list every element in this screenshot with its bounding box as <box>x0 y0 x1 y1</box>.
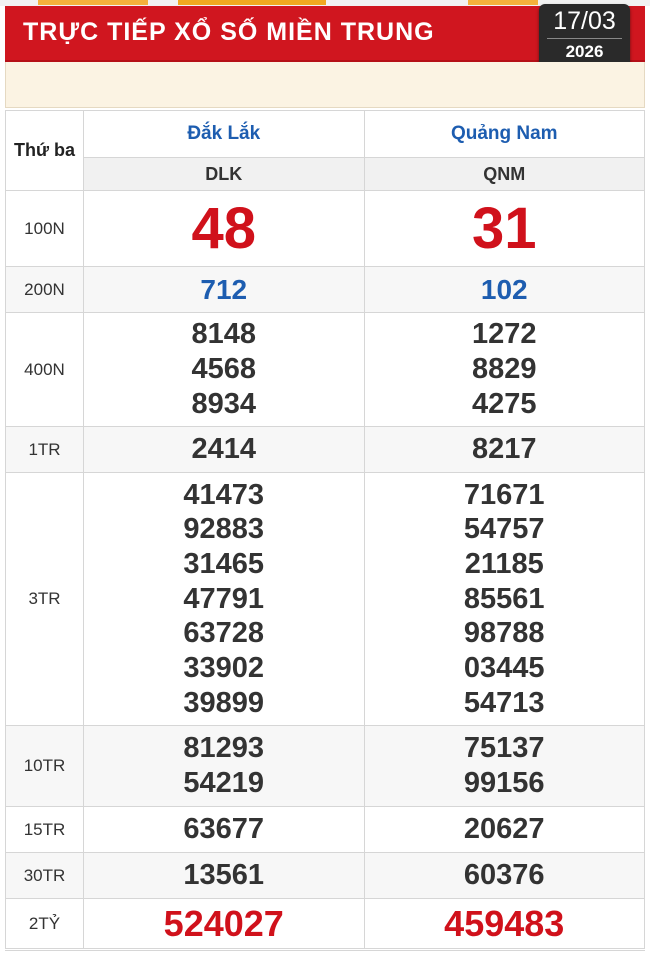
winning-number: 99156 <box>463 767 545 799</box>
winning-number: 31465 <box>183 547 265 580</box>
winning-number: 459483 <box>444 902 565 944</box>
prize-label: 30TR <box>6 853 84 899</box>
prize-row <box>6 807 645 853</box>
winning-number: 8829 <box>471 353 537 386</box>
winning-number: 13561 <box>183 859 265 892</box>
prize-label: 200N <box>6 267 84 313</box>
winning-number: 4568 <box>191 353 256 386</box>
winning-number: 47791 <box>183 582 265 615</box>
prize-cell-province-1 <box>84 267 365 313</box>
prize-cell-province-1 <box>84 853 365 899</box>
province-code-1: DLK <box>84 158 365 191</box>
winning-number: 8148 <box>191 318 256 351</box>
date-day-month: 17/03 <box>553 7 616 35</box>
winning-number: 54219 <box>183 767 265 799</box>
prize-rows <box>6 191 645 949</box>
winning-number: 54713 <box>463 686 545 719</box>
prize-cell-province-2 <box>364 473 645 726</box>
prize-cell-province-2 <box>364 899 645 949</box>
winning-number: 75137 <box>463 732 545 765</box>
prize-label: 15TR <box>6 807 84 853</box>
winning-number: 92883 <box>183 513 265 546</box>
winning-number: 03445 <box>463 652 545 685</box>
prize-cell-province-2 <box>364 267 645 313</box>
prize-cell-province-2 <box>364 191 645 267</box>
winning-number: 31 <box>471 195 537 261</box>
prize-row <box>6 313 645 427</box>
winning-number: 712 <box>200 273 248 305</box>
prize-label: 3TR <box>6 473 84 726</box>
province-name-2[interactable]: Quảng Nam <box>364 111 645 158</box>
prize-cell-province-1 <box>84 899 365 949</box>
winning-number: 60376 <box>463 859 545 892</box>
winning-number: 81293 <box>183 732 265 765</box>
winning-number: 20627 <box>463 813 545 846</box>
day-of-week: Thứ ba <box>6 111 84 191</box>
winning-number: 63728 <box>183 617 265 650</box>
prize-cell-province-2 <box>364 853 645 899</box>
header-title: TRỰC TIẾP XỔ SỐ MIỀN TRUNG <box>23 18 435 46</box>
prize-row <box>6 726 645 807</box>
winning-number: 98788 <box>463 617 545 650</box>
prize-row <box>6 427 645 473</box>
prize-label: 1TR <box>6 427 84 473</box>
winning-number: 2414 <box>191 433 256 466</box>
province-code-2: QNM <box>364 158 645 191</box>
prize-row <box>6 853 645 899</box>
winning-number: 524027 <box>163 902 284 944</box>
prize-label: 400N <box>6 313 84 427</box>
winning-number: 8934 <box>191 387 256 420</box>
winning-number: 21185 <box>464 547 544 580</box>
winning-number: 54757 <box>463 513 545 546</box>
prize-cell-province-1 <box>84 191 365 267</box>
prize-label: 10TR <box>6 726 84 807</box>
prize-cell-province-2 <box>364 427 645 473</box>
prize-label: 2TỶ <box>6 899 84 949</box>
date-divider <box>547 38 622 39</box>
results-table <box>5 110 645 949</box>
prize-cell-province-1 <box>84 473 365 726</box>
date-badge <box>539 4 630 68</box>
prize-label: 100N <box>6 191 84 267</box>
prize-cell-province-2 <box>364 807 645 853</box>
prize-row <box>6 191 645 267</box>
winning-number: 71671 <box>463 478 545 511</box>
prize-row <box>6 267 645 313</box>
winning-number: 4275 <box>471 387 537 420</box>
prize-cell-province-1 <box>84 807 365 853</box>
winning-number: 8217 <box>471 433 537 466</box>
province-name-1[interactable]: Đắk Lắk <box>84 111 365 158</box>
winning-number: 48 <box>191 195 256 261</box>
prize-row <box>6 473 645 726</box>
date-year: 2026 <box>565 42 604 61</box>
winning-number: 39899 <box>183 686 265 719</box>
prize-cell-province-1 <box>84 313 365 427</box>
prize-cell-province-1 <box>84 726 365 807</box>
prize-cell-province-1 <box>84 427 365 473</box>
prize-cell-province-2 <box>364 726 645 807</box>
info-bar <box>5 62 645 108</box>
winning-number: 41473 <box>183 478 265 511</box>
prize-cell-province-2 <box>364 313 645 427</box>
prize-row <box>6 899 645 949</box>
winning-number: 1272 <box>471 318 537 351</box>
winning-number: 102 <box>480 273 528 305</box>
winning-number: 63677 <box>183 813 265 846</box>
winning-number: 33902 <box>183 652 265 685</box>
winning-number: 85561 <box>463 582 545 615</box>
